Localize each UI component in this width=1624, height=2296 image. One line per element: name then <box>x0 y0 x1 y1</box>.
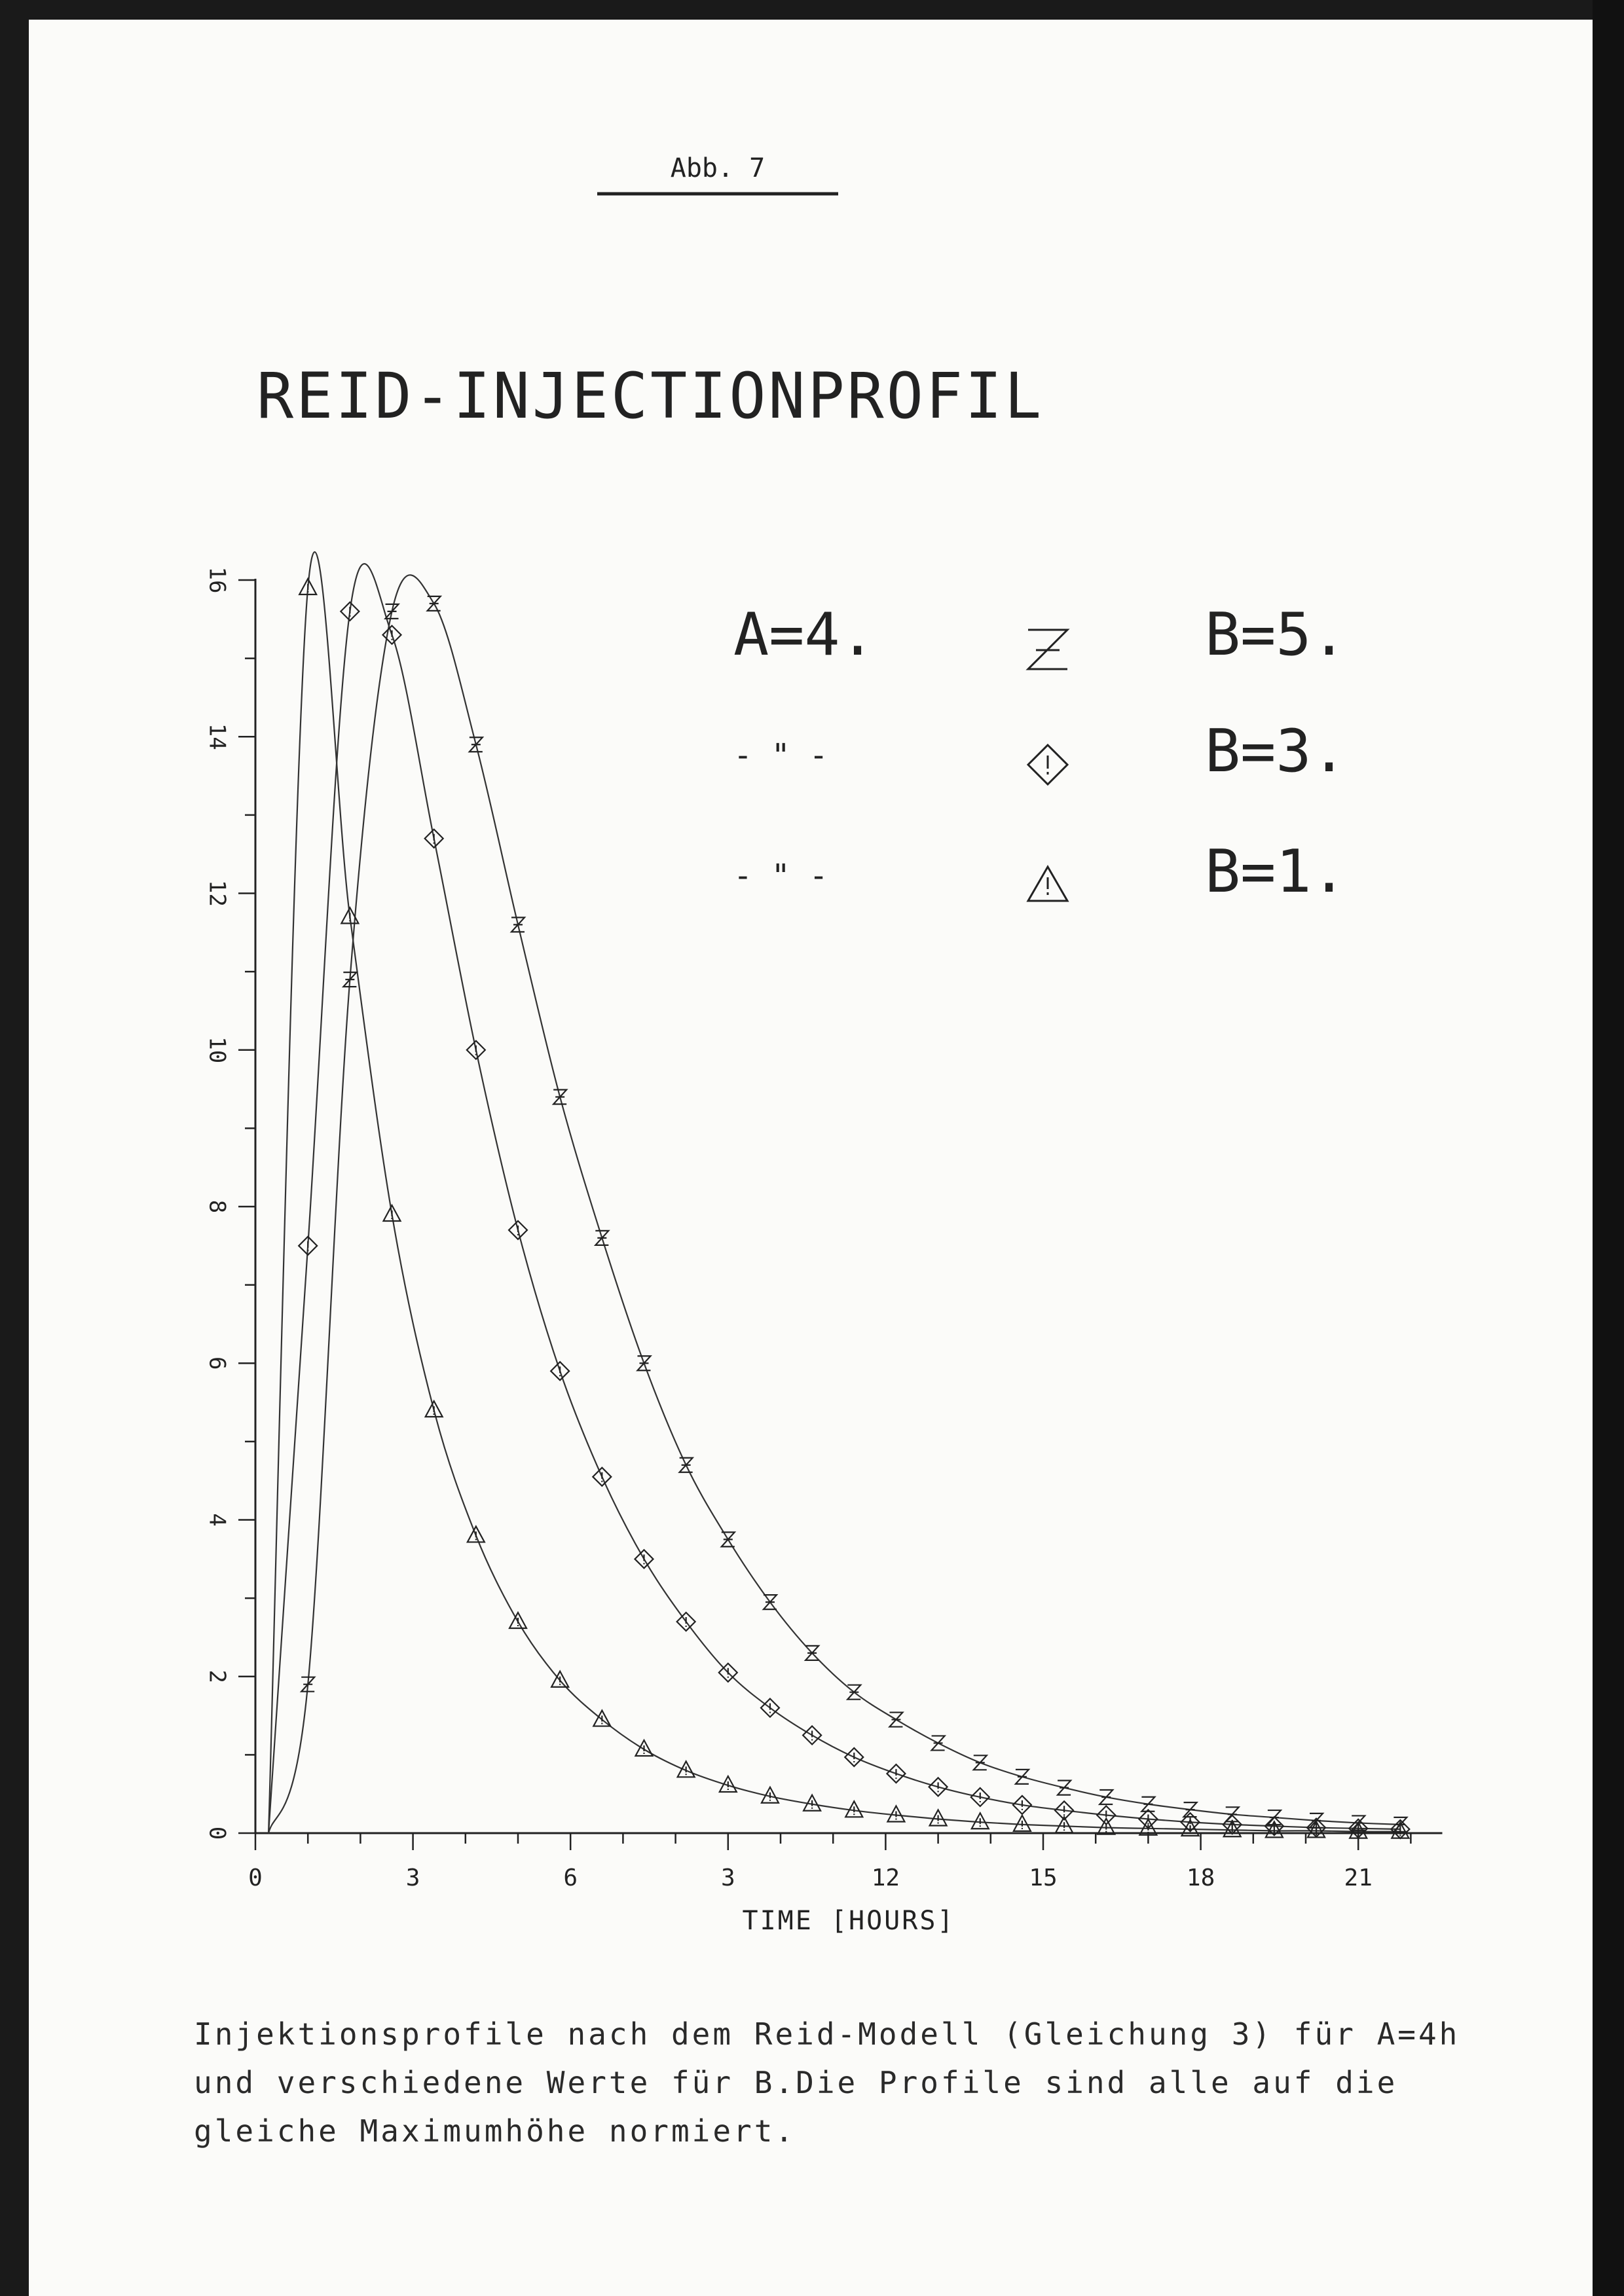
Z-marker <box>847 1685 860 1700</box>
z-marker-glyph <box>511 917 525 932</box>
legend <box>733 600 1347 906</box>
triangle-marker-glyph <box>426 1401 443 1417</box>
triangle-marker <box>384 1205 401 1221</box>
x-tick-label: 6 <box>563 1865 578 1891</box>
legend-b-label: B=5. <box>1205 600 1347 669</box>
diamond-marker <box>635 1550 653 1568</box>
triangle-marker <box>468 1526 485 1542</box>
diamond-marker <box>425 829 443 848</box>
legend-a-label: - " - <box>733 858 828 894</box>
x-tick-label: 0 <box>248 1865 263 1891</box>
legend-a-label: - " - <box>733 737 828 774</box>
diamond-marker-glyph <box>803 1726 821 1744</box>
Z-marker <box>511 917 525 932</box>
diamond-marker-glyph <box>887 1764 905 1783</box>
chart-title: REID-INJECTIONPROFIL <box>257 359 1044 433</box>
z-marker-glyph <box>847 1685 860 1700</box>
z-marker-glyph <box>553 1090 566 1104</box>
Z-marker <box>553 1090 566 1104</box>
triangle-marker <box>678 1761 695 1777</box>
x-tick-label: 18 <box>1186 1865 1215 1891</box>
y-tick-label: 0 <box>204 1826 231 1840</box>
Z-marker <box>1016 1770 1029 1784</box>
triangle-marker-glyph <box>678 1761 695 1777</box>
triangle-marker-glyph <box>972 1813 989 1829</box>
legend-triangle-glyph <box>1028 867 1067 901</box>
diamond-marker <box>887 1764 905 1783</box>
x-tick-label: 12 <box>871 1865 900 1891</box>
Z-marker <box>637 1356 650 1370</box>
legend-diamond-glyph <box>1028 745 1067 784</box>
diamond-marker <box>467 1041 485 1059</box>
x-tick-label: 15 <box>1029 1865 1058 1891</box>
triangle-marker <box>972 1813 989 1829</box>
x-tick-label: 21 <box>1344 1865 1373 1891</box>
legend-symbol-Z <box>1028 630 1067 669</box>
diamond-marker-glyph <box>1013 1796 1031 1814</box>
diamond-marker <box>551 1362 569 1380</box>
z-marker-glyph <box>637 1356 650 1370</box>
z-marker-glyph <box>1058 1781 1071 1795</box>
triangle-marker <box>1098 1819 1115 1834</box>
diamond-marker-glyph <box>467 1041 485 1059</box>
triangle-marker-glyph <box>384 1205 401 1221</box>
y-tick-label: 8 <box>204 1199 231 1214</box>
legend-z-glyph <box>1028 630 1067 669</box>
Z-marker <box>889 1713 902 1727</box>
diamond-marker <box>845 1748 863 1766</box>
diamond-marker-glyph <box>971 1788 989 1806</box>
legend-a-label: A=4. <box>733 600 876 669</box>
diamond-marker-glyph <box>593 1468 611 1486</box>
caption-line-1: Injektionsprofile nach dem Reid-Modell (Gleichung 3) für A=4h <box>194 2016 1460 2052</box>
z-marker-glyph <box>974 1755 987 1770</box>
y-tick-label: 14 <box>204 723 231 750</box>
z-marker-glyph <box>428 596 441 611</box>
y-tick-label: 16 <box>204 566 231 594</box>
diamond-marker-glyph <box>677 1613 695 1631</box>
diamond-marker-glyph <box>425 829 443 848</box>
diamond-marker <box>593 1468 611 1486</box>
z-marker-glyph <box>889 1713 902 1727</box>
z-marker-glyph <box>1184 1802 1197 1817</box>
y-tick-label: 4 <box>204 1513 231 1527</box>
triangle-marker-glyph <box>468 1526 485 1542</box>
diamond-marker <box>341 602 359 621</box>
triangle-marker-glyph <box>509 1613 526 1628</box>
triangle-marker-glyph <box>1098 1819 1115 1834</box>
z-marker-glyph <box>680 1458 693 1472</box>
x-tick-label: 3 <box>405 1865 420 1891</box>
z-marker-glyph <box>722 1532 735 1546</box>
z-marker-glyph <box>386 604 399 619</box>
diamond-marker <box>971 1788 989 1806</box>
caption-line-3: gleiche Maximumhöhe normiert. <box>194 2113 796 2149</box>
triangle-marker <box>930 1810 947 1825</box>
Z-marker <box>470 737 483 752</box>
diamond-marker-glyph <box>845 1748 863 1766</box>
y-tick-labels <box>204 567 231 1840</box>
diamond-marker <box>677 1613 695 1631</box>
y-tick-label: 12 <box>204 880 231 907</box>
Z-marker <box>386 604 399 619</box>
x-axis-label: TIME [HOURS] <box>742 1906 955 1936</box>
z-marker-glyph <box>1016 1770 1029 1784</box>
triangle-marker <box>509 1613 526 1628</box>
x-tick-label: 3 <box>720 1865 735 1891</box>
y-tick-label: 2 <box>204 1669 231 1683</box>
diamond-marker-glyph <box>341 602 359 621</box>
diamond-marker <box>509 1221 527 1239</box>
triangle-marker-glyph <box>1014 1815 1031 1831</box>
figure-label: Abb. 7 <box>670 153 766 183</box>
diamond-marker-glyph <box>761 1699 779 1717</box>
z-marker-glyph <box>470 737 483 752</box>
legend-symbol-diamond <box>1028 745 1067 784</box>
diamond-marker-glyph <box>551 1362 569 1380</box>
diamond-marker <box>761 1699 779 1717</box>
y-tick-label: 10 <box>204 1036 231 1064</box>
legend-symbol-triangle <box>1028 867 1067 901</box>
triangle-marker <box>426 1401 443 1417</box>
Z-marker <box>595 1231 608 1245</box>
caption <box>194 2010 1569 2155</box>
diamond-marker <box>803 1726 821 1744</box>
Z-marker <box>680 1458 693 1472</box>
Z-marker <box>932 1736 945 1750</box>
triangle-marker-glyph <box>930 1810 947 1825</box>
Z-marker <box>1058 1781 1071 1795</box>
triangle-marker <box>1014 1815 1031 1831</box>
diamond-marker-glyph <box>509 1221 527 1239</box>
legend-b-label: B=1. <box>1205 837 1347 906</box>
diamond-marker-glyph <box>635 1550 653 1568</box>
y-tick-label: 6 <box>204 1357 231 1370</box>
diamond-marker <box>1013 1796 1031 1814</box>
z-marker-glyph <box>932 1736 945 1750</box>
diamond-marker <box>929 1777 948 1796</box>
Z-marker <box>974 1755 987 1770</box>
caption-line-2: und verschiedene Werte für B.Die Profile sind alle auf die <box>194 2065 1398 2100</box>
Z-marker <box>1099 1790 1113 1804</box>
z-marker-glyph <box>595 1231 608 1245</box>
z-marker-glyph <box>1099 1790 1113 1804</box>
Z-marker <box>1184 1802 1197 1817</box>
legend-b-label: B=3. <box>1205 717 1347 786</box>
Z-marker <box>428 596 441 611</box>
Z-marker <box>722 1532 735 1546</box>
x-tick-labels <box>248 1865 1373 1891</box>
diamond-marker-glyph <box>929 1777 948 1796</box>
